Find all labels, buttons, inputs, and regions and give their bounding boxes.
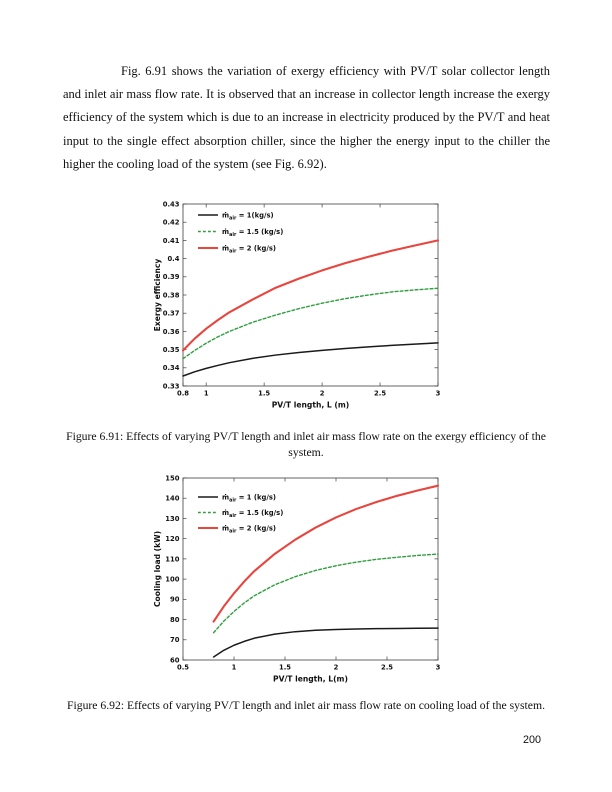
plot-box bbox=[183, 478, 438, 660]
x-tick-label: 1 bbox=[231, 663, 237, 672]
exergy-efficiency-chart bbox=[150, 196, 450, 416]
series-line bbox=[183, 343, 438, 376]
y-tick-label: 0.41 bbox=[162, 236, 180, 245]
legend-entry-label: ṁ$_{air}$ = 1 (kg/s) bbox=[222, 493, 276, 504]
y-tick-label: 60 bbox=[170, 656, 180, 665]
y-tick-label: 70 bbox=[170, 636, 180, 645]
x-tick-label: 2.5 bbox=[374, 389, 387, 398]
figure-691 bbox=[150, 196, 450, 416]
x-axis-label: PV/T length, L (m) bbox=[271, 400, 350, 410]
cooling-load-chart bbox=[150, 471, 450, 689]
legend-entry-label: ṁ$_{air}$ = 2 (kg/s) bbox=[222, 524, 276, 535]
legend-entry-label: ṁ$_{air}$ = 1(kg/s) bbox=[222, 211, 274, 222]
figure-692 bbox=[150, 471, 450, 689]
y-tick-label: 110 bbox=[165, 555, 180, 564]
y-tick-label: 140 bbox=[165, 494, 180, 503]
body-paragraph: Fig. 6.91 shows the variation of exergy efficiency with PV/T solar collector length and inlet air mass flow rate. It is observed that an increase in collector length increase the exergy efficiency of the system which is due to an increase in electricity produced by the PV/T and heat input to the single effect absorption chiller, since the higher the energy input to the chiller the higher the cooling load of the system (see Fig. 6.92). bbox=[63, 64, 550, 171]
y-tick-label: 0.34 bbox=[162, 364, 180, 373]
x-tick-label: 0.5 bbox=[176, 663, 190, 672]
legend-entry-label: ṁ$_{air}$ = 2 (kg/s) bbox=[222, 244, 276, 255]
page-number: 200 bbox=[522, 734, 541, 746]
series-line bbox=[183, 288, 438, 358]
y-tick-label: 0.36 bbox=[162, 327, 180, 336]
y-tick-label: 130 bbox=[165, 514, 180, 523]
y-tick-label: 0.35 bbox=[162, 346, 180, 354]
series-line bbox=[183, 240, 438, 350]
x-tick-label: 3 bbox=[435, 389, 441, 398]
x-tick-label: 2 bbox=[319, 389, 325, 398]
y-tick-label: 0.37 bbox=[162, 309, 180, 318]
y-tick-label: 0.39 bbox=[162, 273, 180, 282]
y-axis-label: Cooling load (kW) bbox=[153, 530, 162, 608]
x-tick-label: 1.5 bbox=[278, 663, 292, 672]
series-line bbox=[214, 628, 438, 657]
x-tick-label: 1 bbox=[203, 389, 209, 398]
x-tick-label: 3 bbox=[435, 663, 441, 672]
y-tick-label: 100 bbox=[165, 575, 180, 584]
x-tick-label: 2 bbox=[333, 663, 339, 672]
y-tick-label: 90 bbox=[170, 595, 180, 604]
x-tick-label: 2.5 bbox=[380, 663, 394, 672]
y-tick-label: 0.43 bbox=[162, 200, 180, 209]
x-tick-label: 0.8 bbox=[176, 389, 190, 398]
y-tick-label: 0.38 bbox=[162, 291, 180, 300]
legend-entry-label: ṁ$_{air}$ = 1.5 (kg/s) bbox=[222, 228, 284, 238]
y-axis-label: Exergy efficiency bbox=[153, 258, 162, 332]
y-tick-label: 150 bbox=[165, 474, 180, 483]
legend-entry-label: ṁ$_{air}$ = 1.5 (kg/s) bbox=[222, 509, 284, 519]
x-tick-label: 1.5 bbox=[258, 389, 271, 398]
x-axis-label: PV/T length, L(m) bbox=[273, 674, 348, 684]
y-tick-label: 120 bbox=[165, 535, 180, 544]
series-line bbox=[214, 554, 438, 633]
figure-692-caption: Figure 6.92: Effects of varying PV/T length and inlet air mass flow rate on cooling load of the system. bbox=[66, 699, 545, 712]
y-tick-label: 0.4 bbox=[167, 255, 180, 263]
y-tick-label: 0.33 bbox=[162, 382, 180, 391]
y-tick-label: 80 bbox=[170, 615, 180, 624]
y-tick-label: 0.42 bbox=[162, 218, 180, 227]
figure-691-caption: Figure 6.91: Effects of varying PV/T length and inlet air mass flow rate on the exergy efficiency of the system. bbox=[66, 430, 546, 459]
